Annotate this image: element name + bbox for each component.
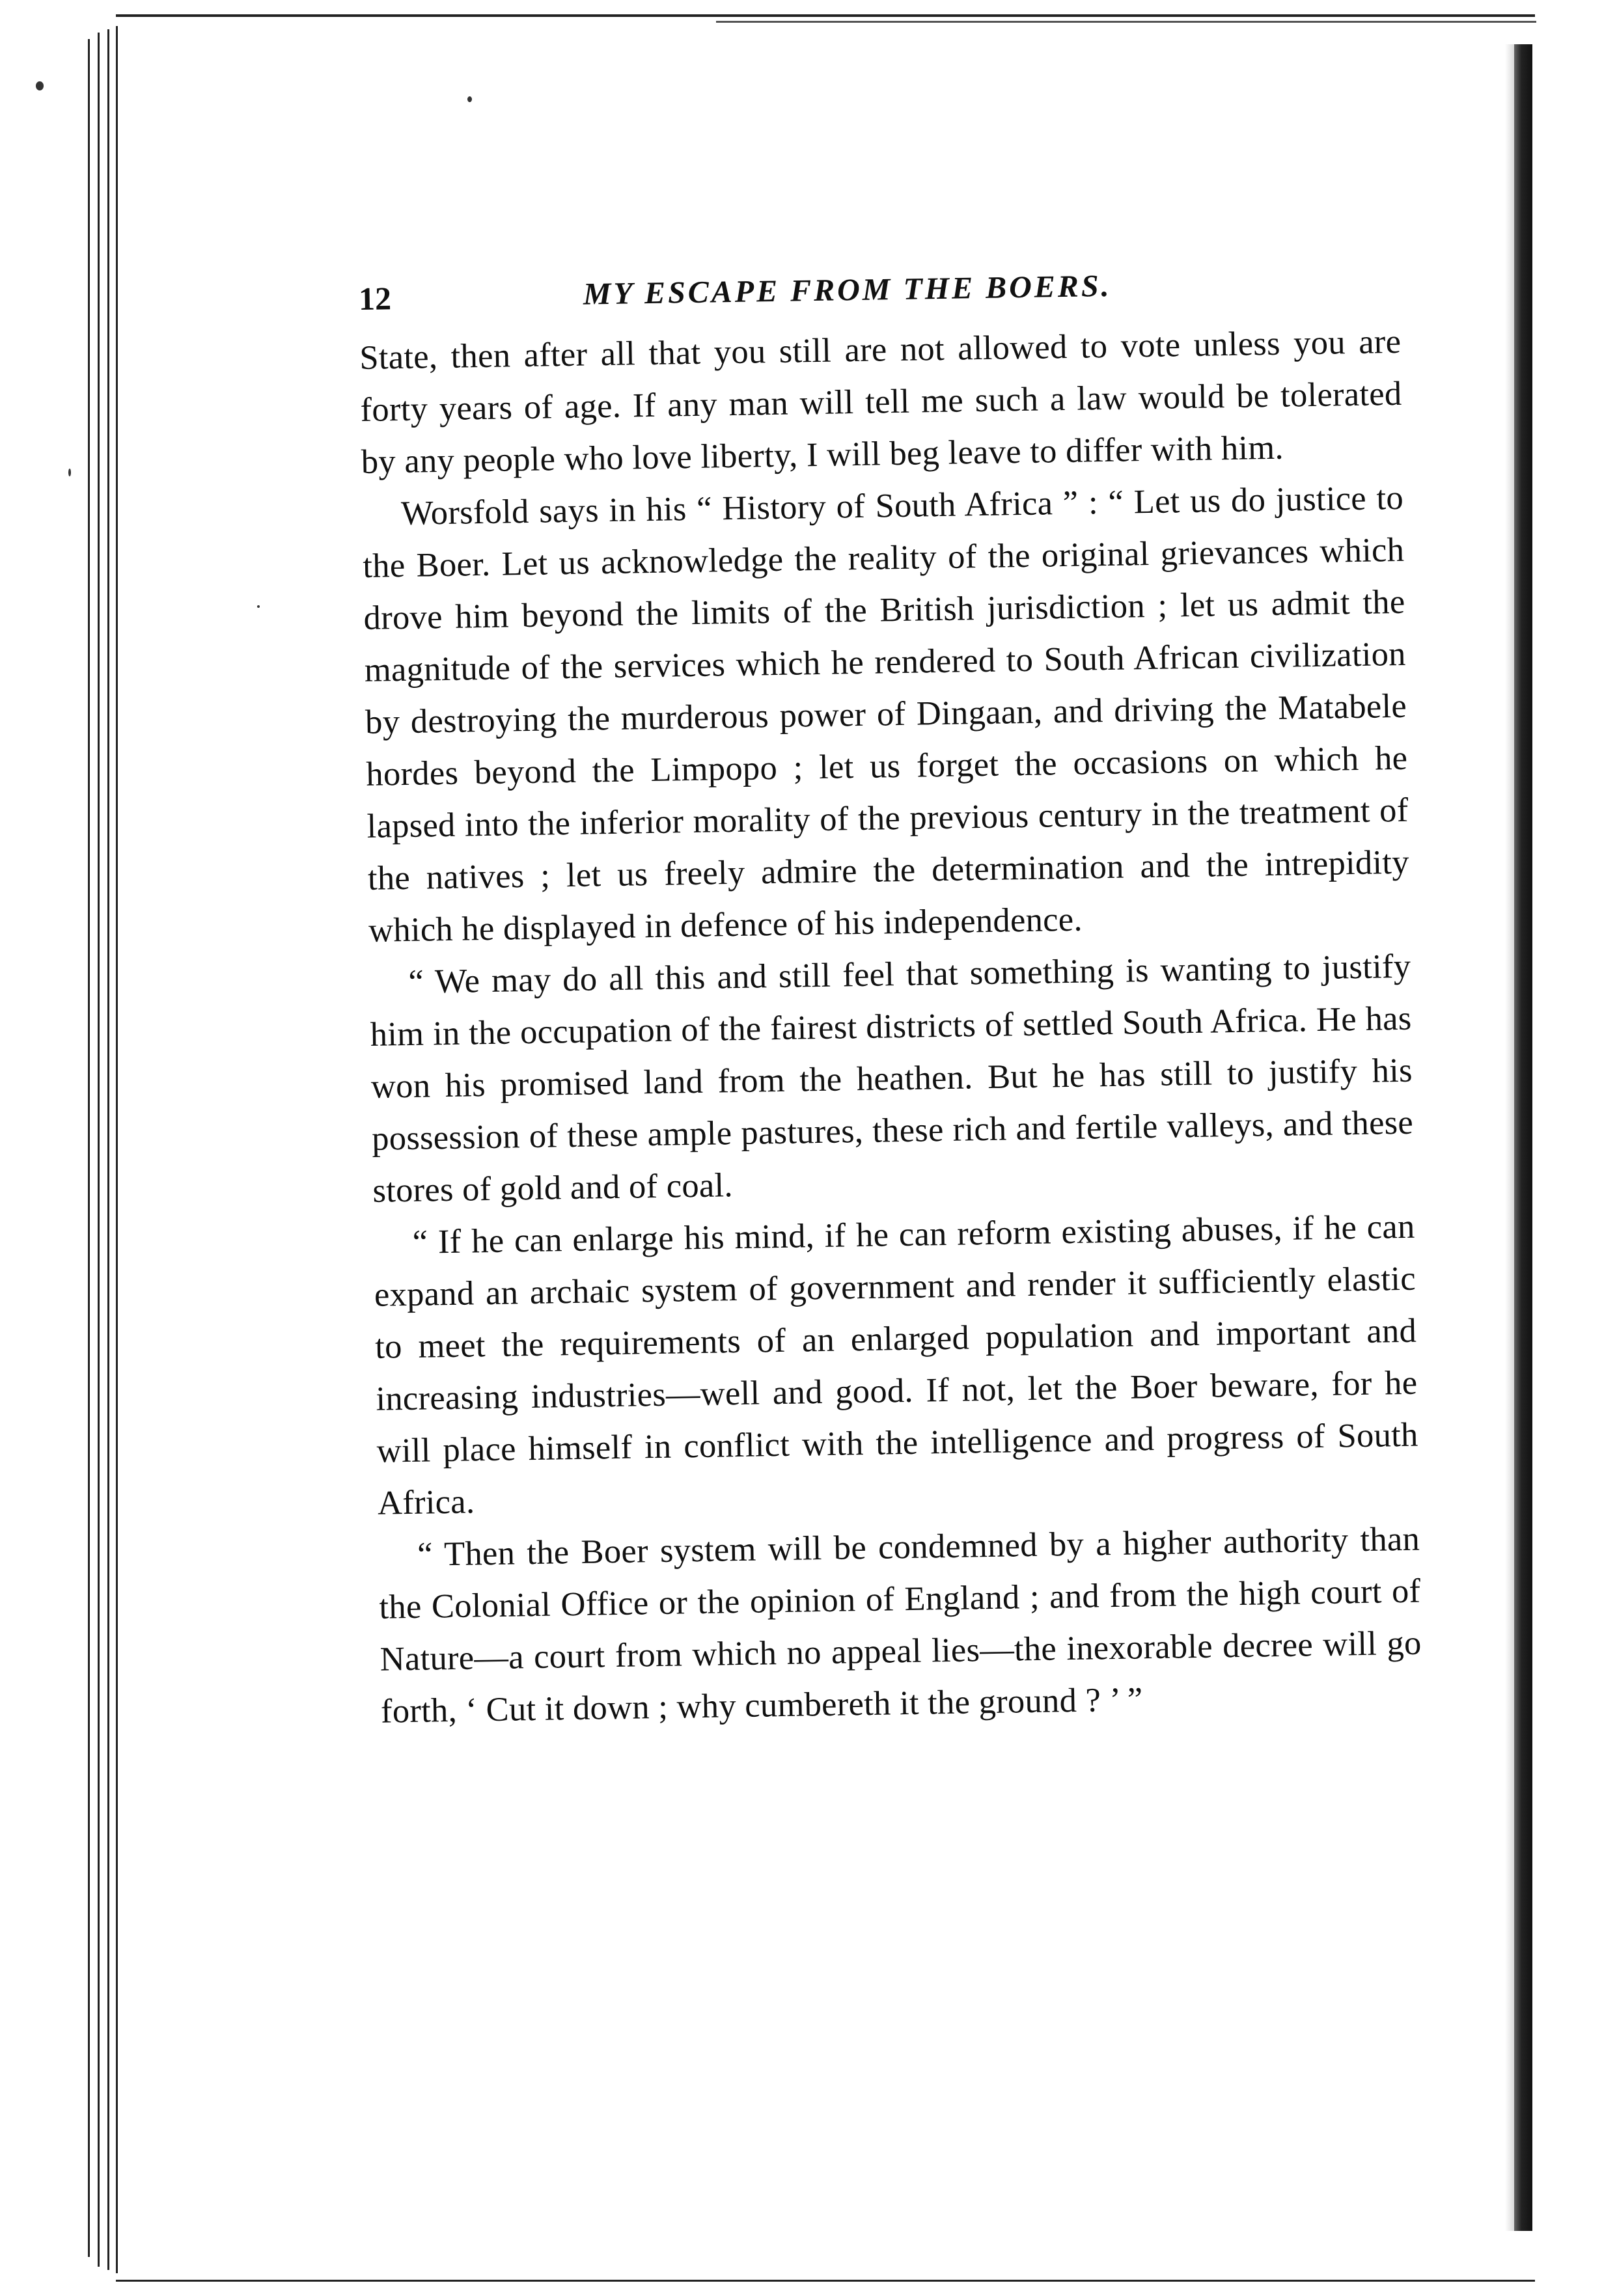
book-binding <box>1514 44 1532 2231</box>
scan-speck <box>36 81 44 90</box>
page-edge <box>107 29 109 2270</box>
top-edge-shadow <box>716 21 1536 23</box>
paragraph: State, then after all that you still are not allowed to vote unless you are forty years of age. If any man will tell me such a law would be tolerated by any people who love liberty, I will beg leave to differ with him. <box>359 322 1402 481</box>
page-edge <box>116 26 118 2273</box>
scan-speck <box>467 96 472 102</box>
paragraph: Worsfold says in his “ History of South Africa ” : “ Let us do justice to the Boer. Let us acknowledge the reality of the original grievances which drove him beyond the limits of the British jurisdiction ; let us admit the magnitude of the services which he rendered to South African civilization by destroying the murderous power of Dingaan, and driving the Matabele hordes beyond the Limpopo ; let us forget the occasions on which he lapsed into the inferior morality of the previous century in the treatment of the natives ; let us freely admire the determination and the intrepidity which he displayed in defence of his independence. <box>362 478 1410 950</box>
text-page <box>358 244 1428 2083</box>
page-number: 12 <box>358 280 392 317</box>
scan-speck <box>257 605 260 608</box>
page-edge <box>88 39 90 2257</box>
top-edge <box>116 14 1535 17</box>
paragraph: “ We may do all this and still feel that something is wanting to justify him in the occupation of the fairest districts of settled South Africa. He has won his promised land from the heathen. But he has still to justify his possession of these ample pastures, these rich and fertile valleys, and these stores of gold and of coal. <box>370 947 1414 1210</box>
paragraph: “ Then the Boer system will be condemned by a higher authority than the Colonial Office or the opinion of England ; and from the high court of Nature—a court from which no appeal lies—the inexorable decree will go forth, ‘ Cut it down ; why cumbereth it the ground ? ’ ” <box>379 1520 1422 1730</box>
binding-shadow <box>1505 44 1514 2231</box>
running-title: MY ESCAPE FROM THE BOERS. <box>583 268 1112 312</box>
bottom-edge <box>116 2280 1535 2282</box>
scan-speck <box>68 469 71 476</box>
paragraph: “ If he can enlarge his mind, if he can reform existing abuses, if he can expand an archaic system of government and render it sufficiently elastic to meet the requirements of an enlarged population and important and increasing industries—well and good. If not, let the Boer beware, for he will place himself in conflict with the intelligence and progress of South Africa. <box>374 1207 1419 1522</box>
page-edge <box>98 33 100 2267</box>
